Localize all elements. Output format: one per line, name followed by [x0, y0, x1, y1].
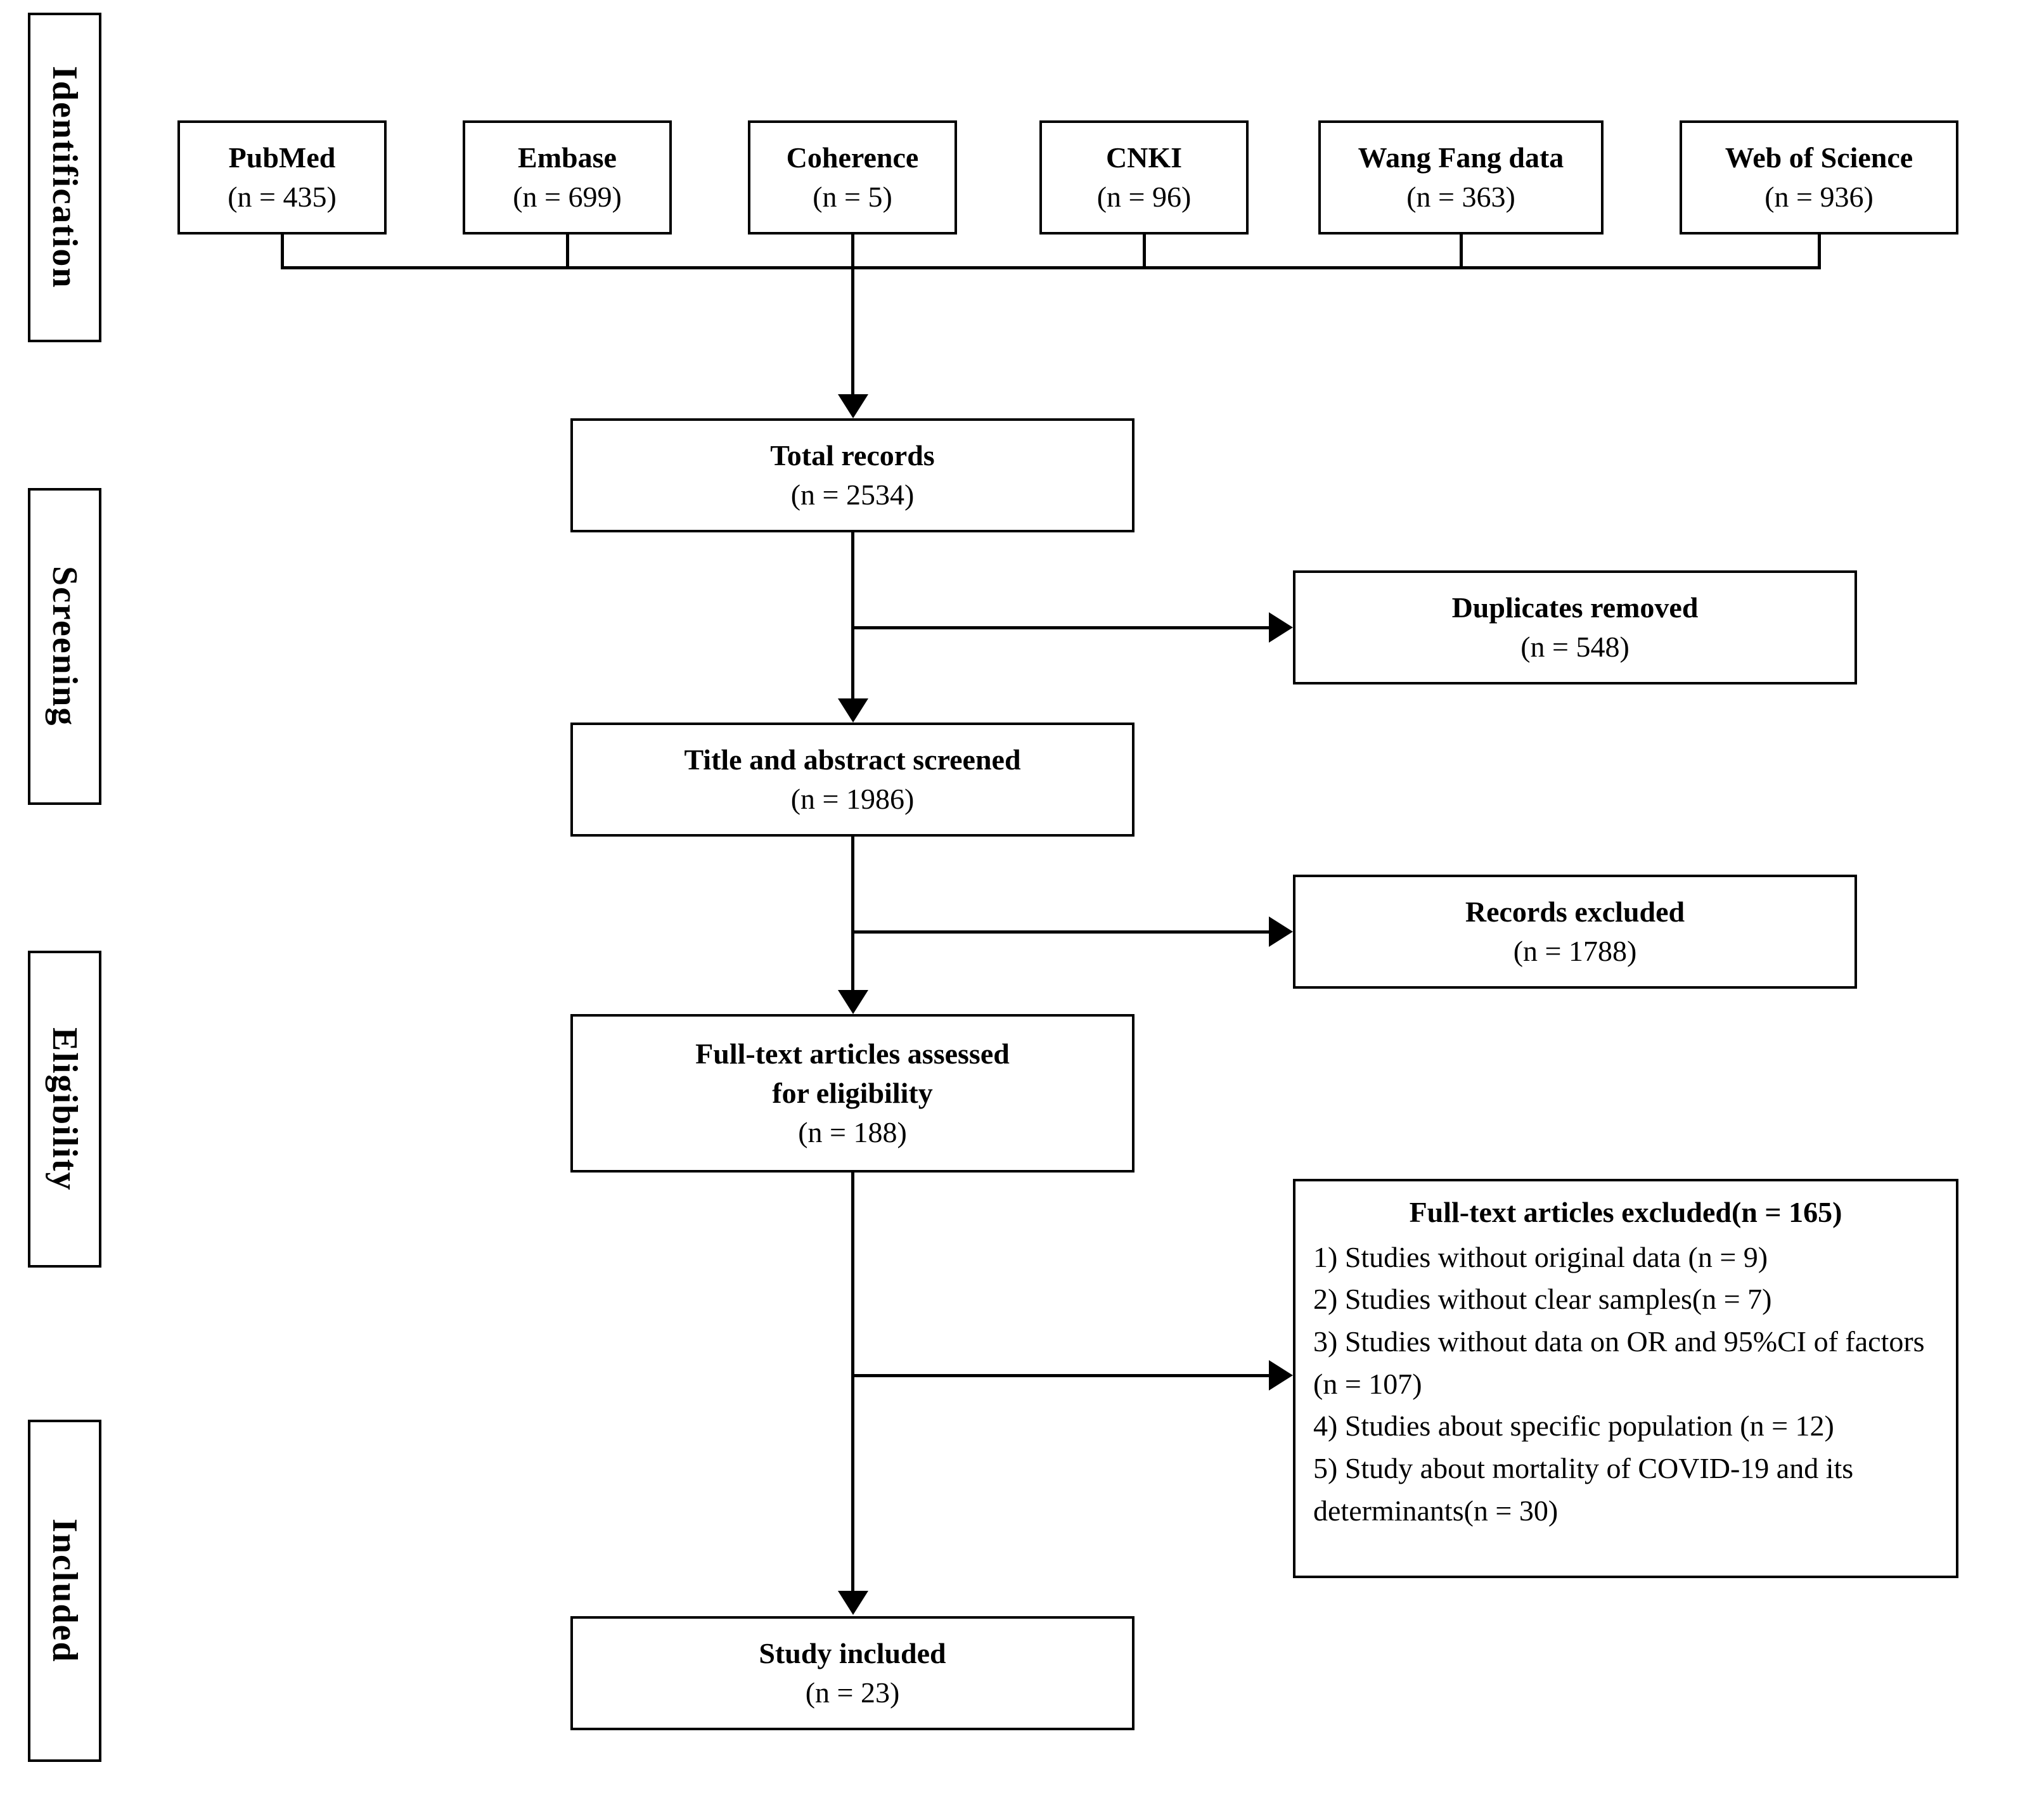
source-count: (n = 96): [1096, 181, 1192, 213]
branch-line-fulltext-excluded: [851, 1374, 1271, 1377]
source-count: (n = 363): [1406, 181, 1515, 213]
connector-stub-webofscience: [1818, 235, 1821, 269]
title-abstract-screened-box: [570, 723, 1134, 837]
records-excluded-box: [1293, 875, 1857, 989]
duplicates-removed-box: [1293, 570, 1857, 684]
node-title-line1: Full-text articles assessed: [695, 1037, 1010, 1070]
main-line-2: [851, 532, 854, 700]
node-title-line2: for eligibility: [772, 1076, 933, 1109]
source-box-wangfang: [1318, 120, 1604, 235]
study-included-box: [570, 1616, 1134, 1730]
node-title: Total records: [770, 439, 935, 472]
node-title: Title and abstract screened: [684, 743, 1021, 776]
collector-line: [281, 266, 1821, 269]
source-count: (n = 936): [1764, 181, 1874, 213]
stage-label-included: Included: [28, 1420, 101, 1762]
connector-stub-wangfang: [1460, 235, 1463, 269]
connector-stub-pubmed: [281, 235, 284, 269]
arrow-down-fulltext: [838, 990, 868, 1014]
source-name: Wang Fang data: [1358, 141, 1564, 174]
source-box-pubmed: [177, 120, 387, 235]
arrow-right-fulltext-excluded: [1269, 1360, 1293, 1391]
node-count: (n = 23): [805, 1676, 900, 1709]
stage-label-screening: Screening: [28, 488, 101, 805]
source-count: (n = 5): [813, 181, 892, 213]
connector-stub-embase: [566, 235, 569, 269]
arrow-down-total-records: [838, 394, 868, 418]
connector-stub-cnki: [1143, 235, 1146, 269]
source-name: CNKI: [1105, 141, 1183, 174]
branch-line-records-excluded: [851, 930, 1271, 934]
fulltext-excluded-item-3: 3) Studies without data on OR and 95%CI of factors (n = 107): [1313, 1325, 1925, 1400]
node-count: (n = 1986): [790, 783, 915, 815]
fulltext-excluded-item-1: 1) Studies without original data (n = 9): [1313, 1240, 1768, 1273]
arrow-right-duplicates: [1269, 612, 1293, 643]
source-count: (n = 699): [513, 181, 622, 213]
source-name: PubMed: [228, 141, 336, 174]
source-count: (n = 435): [228, 181, 337, 213]
source-name: Embase: [518, 141, 617, 174]
arrow-down-study-included: [838, 1591, 868, 1615]
source-name: Coherence: [786, 141, 919, 174]
node-title: Duplicates removed: [1451, 591, 1699, 624]
fulltext-excluded-item-2: 2) Studies without clear samples(n = 7): [1313, 1283, 1772, 1316]
main-line-1: [851, 266, 854, 397]
fulltext-excluded-title: Full-text articles excluded(n = 165): [1409, 1196, 1842, 1228]
fulltext-excluded-item-4: 4) Studies about specific population (n = 12): [1313, 1410, 1834, 1443]
source-box-webofscience: [1680, 120, 1958, 235]
arrow-right-records-excluded: [1269, 916, 1293, 947]
node-title: Study included: [759, 1636, 946, 1669]
stage-label-eligibility: Eligibility: [28, 951, 101, 1268]
stage-label-identification: Identification: [28, 13, 101, 342]
source-box-coherence: [748, 120, 957, 235]
source-box-embase: [463, 120, 672, 235]
fulltext-excluded-item-5: 5) Study about mortality of COVID-19 and its determinants(n = 30): [1313, 1452, 1854, 1527]
fulltext-excluded-box: [1293, 1179, 1958, 1578]
branch-line-duplicates: [851, 626, 1271, 629]
node-count: (n = 1788): [1513, 935, 1637, 967]
total-records-box: [570, 418, 1134, 532]
arrow-down-title-abstract: [838, 698, 868, 723]
node-count: (n = 2534): [790, 479, 915, 511]
node-title: Records excluded: [1465, 895, 1685, 928]
main-line-4: [851, 1173, 854, 1592]
node-count: (n = 188): [798, 1116, 907, 1149]
source-name: Web of Science: [1725, 141, 1913, 174]
node-count: (n = 548): [1520, 631, 1629, 663]
main-line-3: [851, 837, 854, 991]
connector-stub-coherence: [851, 235, 854, 269]
source-box-cnki: [1039, 120, 1249, 235]
fulltext-assessed-box: [570, 1014, 1134, 1173]
